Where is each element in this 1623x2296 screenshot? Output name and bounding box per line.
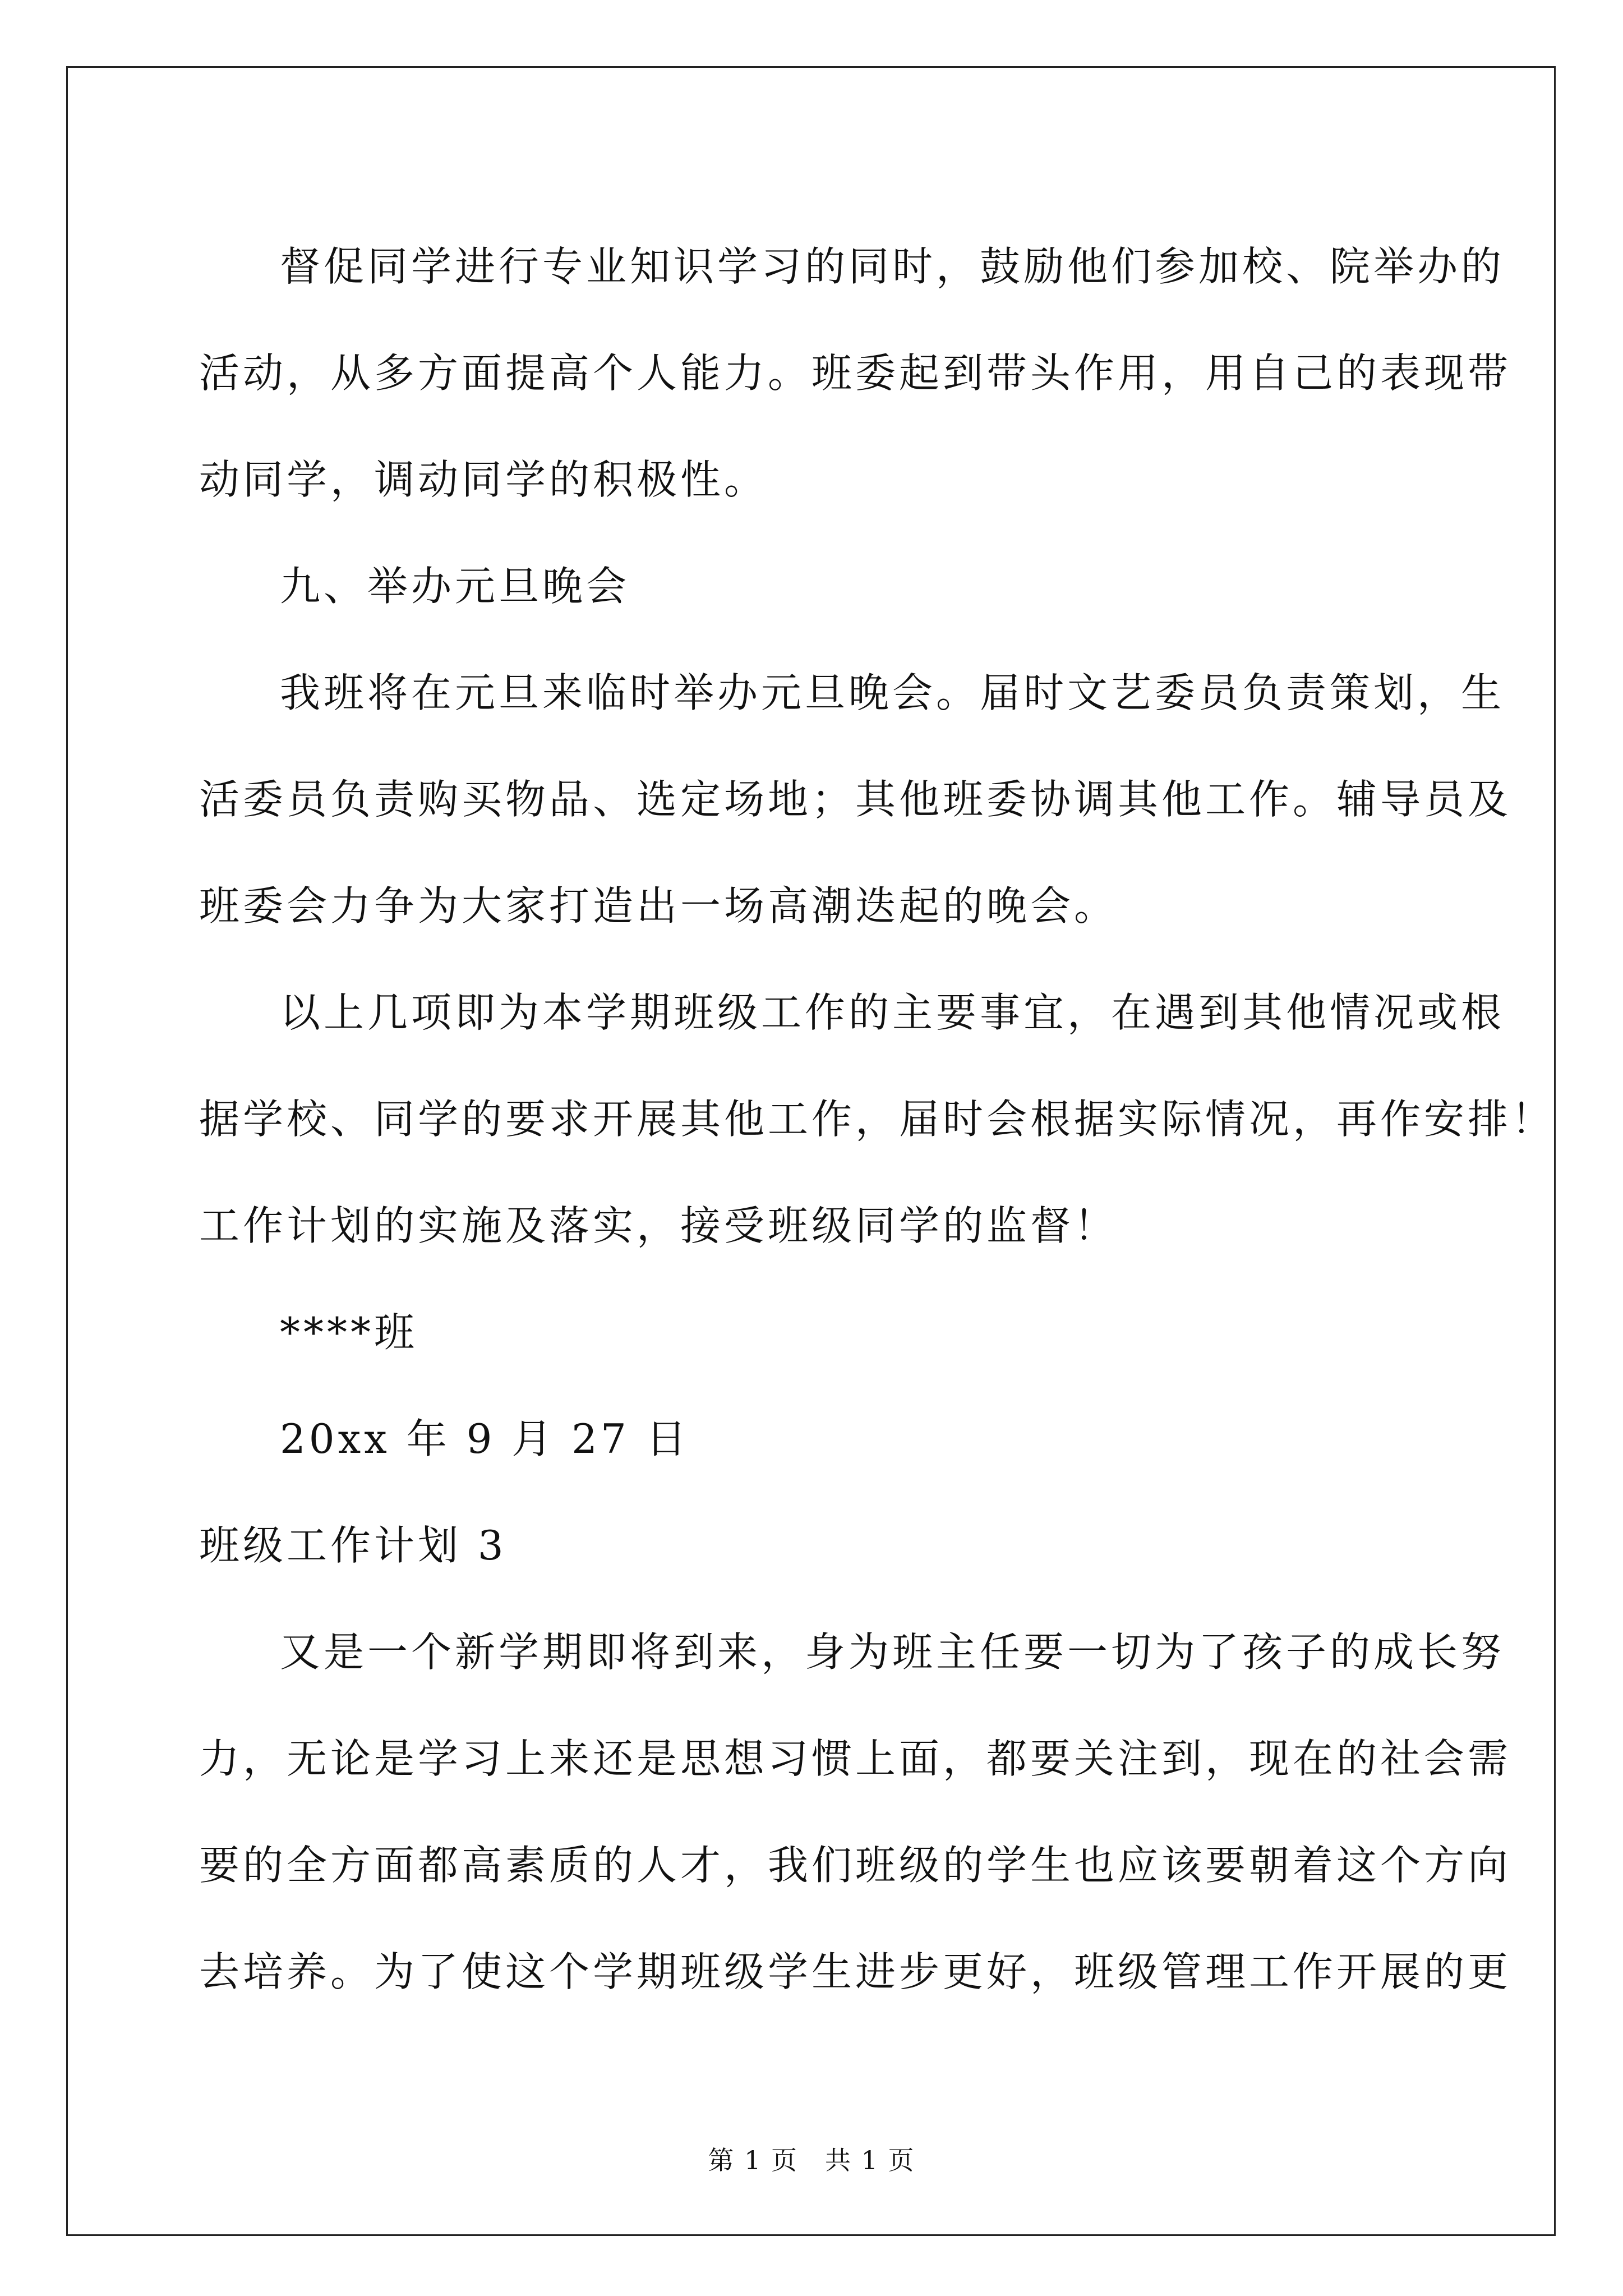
text-line: 又是一个新学期即将到来，身为班主任要一切为了孩子的成长努	[280, 1628, 1505, 1676]
signature-class: ****班	[280, 1309, 418, 1356]
text-line: 活委员负责购买物品、选定场地；其他班委协调其他工作。辅导员及	[199, 776, 1512, 823]
text-line: 要的全方面都高素质的人才，我们班级的学生也应该要朝着这个方向	[199, 1842, 1512, 1889]
text-line: 以上几项即为本学期班级工作的主要事宜，在遇到其他情况或根	[280, 989, 1505, 1036]
document-title: 班级工作计划 3	[199, 1522, 507, 1569]
text-line: 去培养。为了使这个学期班级学生进步更好，班级管理工作开展的更	[199, 1948, 1512, 1995]
text-line: 我班将在元旦来临时举办元旦晚会。届时文艺委员负责策划，生	[280, 669, 1505, 716]
signature-date: 20xx 年 9 月 27 日	[280, 1415, 690, 1462]
section-heading: 九、举办元旦晚会	[280, 563, 630, 610]
text-line: 力，无论是学习上来还是思想习惯上面，都要关注到，现在的社会需	[199, 1735, 1512, 1782]
text-line: 工作计划的实施及落实，接受班级同学的监督！	[199, 1202, 1118, 1249]
text-line: 活动，从多方面提高个人能力。班委起到带头作用，用自己的表现带	[199, 349, 1512, 397]
text-line: 据学校、同学的要求开展其他工作，届时会根据实际情况，再作安排！	[199, 1096, 1556, 1143]
text-line: 班委会力争为大家打造出一场高潮迭起的晚会。	[199, 882, 1118, 930]
text-line: 督促同学进行专业知识学习的同时，鼓励他们参加校、院举办的	[280, 243, 1505, 290]
document-body	[199, 213, 1556, 2025]
text-line: 动同学，调动同学的积极性。	[199, 456, 768, 503]
page-footer: 第 1 页 共 1 页	[708, 2145, 915, 2175]
